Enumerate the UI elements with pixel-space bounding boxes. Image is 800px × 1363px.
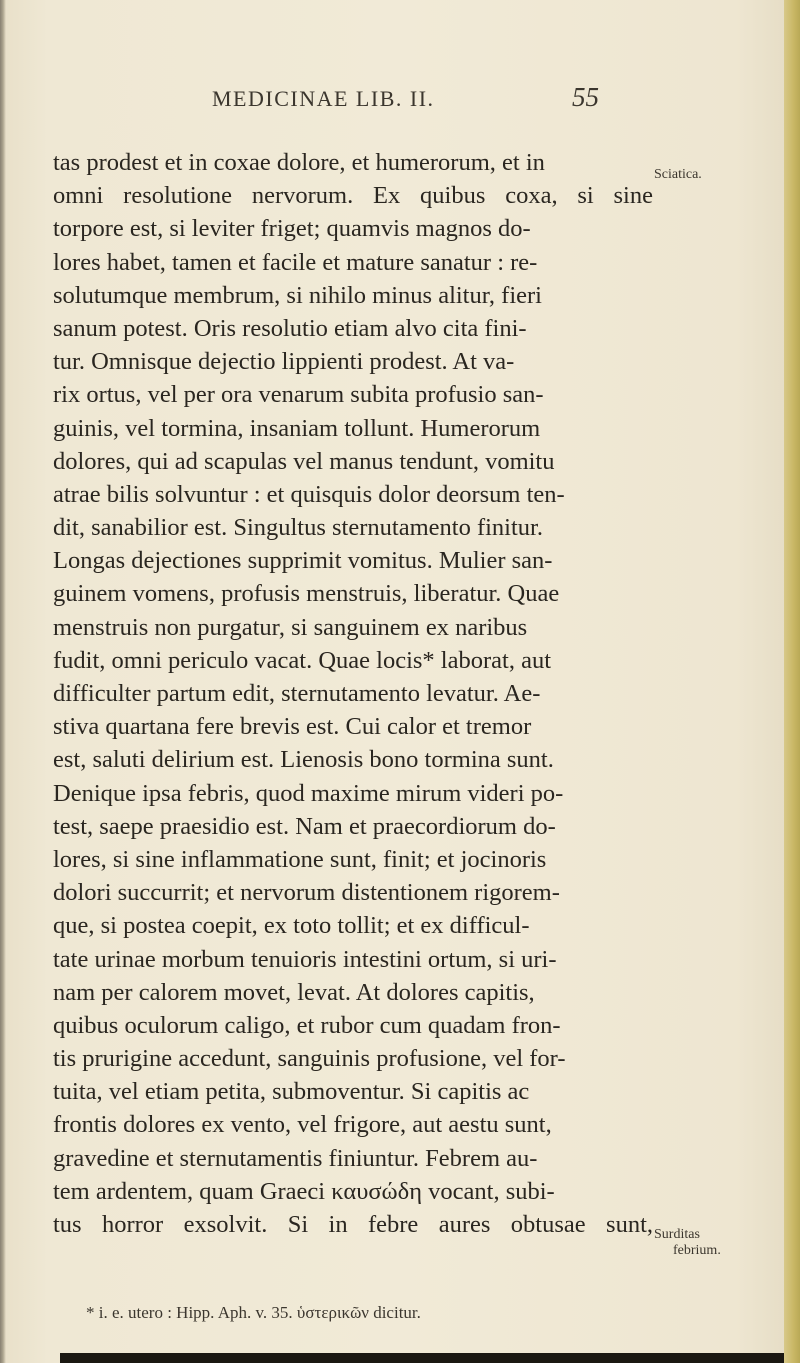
text-line: tur. Omnisque dejectio lippienti prodest. At va- <box>53 348 515 376</box>
page-gutter-shadow <box>0 0 6 1363</box>
marginal-note-febrium: febrium. <box>673 1243 721 1258</box>
text-line: que, si postea coepit, ex toto tollit; et ex difficul- <box>53 912 530 940</box>
text-line: fudit, omni periculo vacat. Quae locis* laborat, aut <box>53 646 552 674</box>
marginal-note-surditas: Surditas <box>654 1227 700 1242</box>
text-line: difficulter partum edit, sternutamento levatur. Ae- <box>53 680 541 707</box>
marginal-note-sciatica: Sciatica. <box>654 167 702 182</box>
text-line: torpore est, si leviter friget; quamvis magnos do- <box>53 215 531 243</box>
text-line: frontis dolores ex vento, vel frigore, aut aestu sunt, <box>53 1111 552 1139</box>
text-line: est, saluti delirium est. Lienosis bono tormina sunt. <box>53 746 554 774</box>
text-line: omni resolutione nervorum. Ex quibus coxa, si sine <box>53 182 653 210</box>
bottom-edge <box>60 1353 784 1363</box>
text-line: solutumque membrum, si nihilo minus alitur, fieri <box>53 281 542 309</box>
page-header <box>0 82 800 126</box>
text-line: test, saepe praesidio est. Nam et praecordiorum do- <box>53 812 556 840</box>
text-line: sanum potest. Oris resolutio etiam alvo cita fini- <box>53 314 527 342</box>
text-line: stiva quartana fere brevis est. Cui calor et tremor <box>53 713 532 741</box>
body-text <box>53 146 653 1241</box>
text-line: tuita, vel etiam petita, submoventur. Si capitis ac <box>53 1078 530 1106</box>
text-line: atrae bilis solvuntur : et quisquis dolor deorsum ten- <box>53 480 565 508</box>
page-edge <box>784 0 800 1363</box>
text-line: guinem vomens, profusis menstruis, liberatur. Quae <box>53 580 560 608</box>
text-line: quibus oculorum caligo, et rubor cum quadam fron- <box>53 1011 561 1039</box>
text-line: dit, sanabilior est. Singultus sternutamento finitur. <box>53 514 543 542</box>
text-line: Longas dejectiones supprimit vomitus. Mulier san- <box>53 547 553 575</box>
text-line: lores, si sine inflammatione sunt, finit; et jocinoris <box>53 845 547 873</box>
footnote: * i. e. utero : Hipp. Aph. v. 35. ὑστερικῶν dicitur. <box>86 1303 421 1322</box>
text-line: nam per calorem movet, levat. At dolores capitis, <box>53 978 535 1006</box>
text-line: rix ortus, vel per ora venarum subita profusio san- <box>53 381 544 409</box>
text-line: tate urinae morbum tenuioris intestini ortum, si uri- <box>53 945 557 973</box>
text-line: tis prurigine accedunt, sanguinis profusione, vel for- <box>53 1045 566 1073</box>
running-head: MEDICINAE LIB. II. <box>212 86 435 111</box>
text-line: tem ardentem, quam Graeci καυσώδη vocant, subi- <box>53 1177 555 1205</box>
text-line: Denique ipsa febris, quod maxime mirum videri po- <box>53 779 564 807</box>
text-line: lores habet, tamen et facile et mature sanatur : re- <box>53 248 538 276</box>
text-line: gravedine et sternutamentis finiuntur. Febrem au- <box>53 1144 538 1172</box>
text-line: menstruis non purgatur, si sanguinem ex naribus <box>53 613 528 641</box>
page-number: 55 <box>572 82 599 112</box>
text-line: dolores, qui ad scapulas vel manus tendunt, vomitu <box>53 447 555 475</box>
text-line: guinis, vel tormina, insaniam tollunt. Humerorum <box>53 414 541 442</box>
text-line: dolori succurrit; et nervorum distentionem rigorem- <box>53 879 560 907</box>
text-line: tus horror exsolvit. Si in febre aures obtusae sunt, <box>53 1211 653 1238</box>
text-line: tas prodest et in coxae dolore, et humerorum, et in <box>53 149 545 176</box>
